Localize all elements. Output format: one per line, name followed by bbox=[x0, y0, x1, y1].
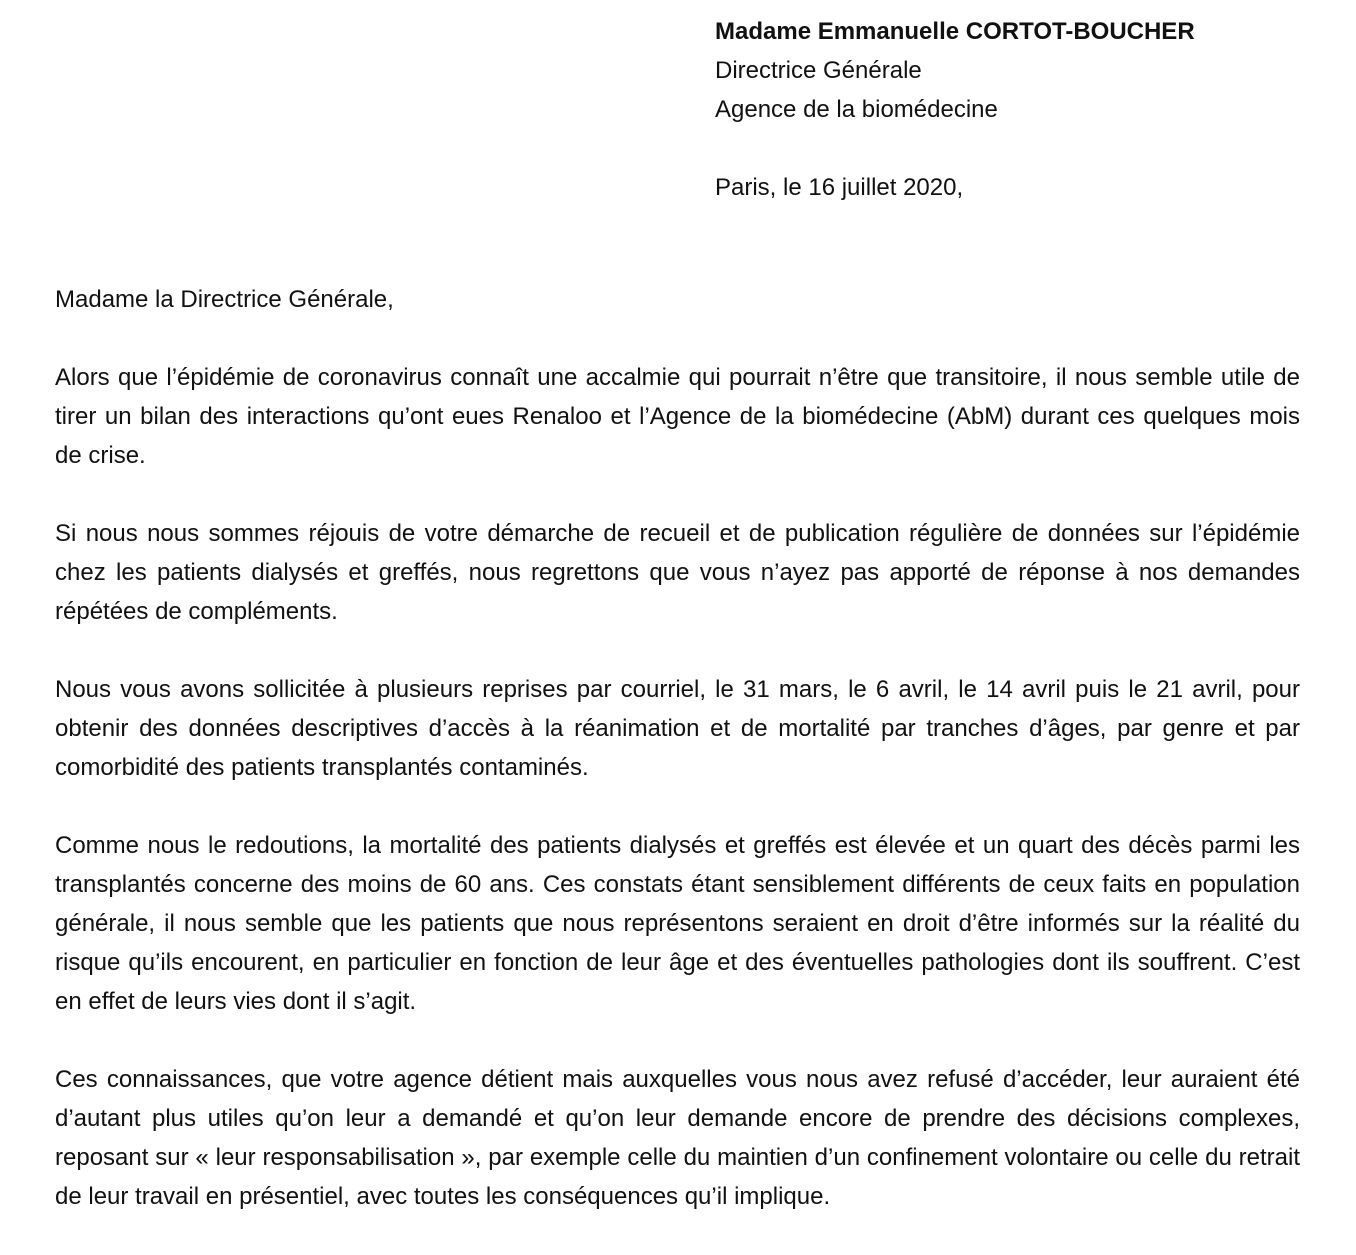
paragraph-2: Si nous nous sommes réjouis de votre démarche de recueil et de publication régulière de données sur l’épidémie chez les patients dialysés et greffés, nous regrettons que vous n’ayez pas apporté de réponse à nos demandes répétées de compléments. bbox=[55, 520, 1300, 625]
paragraph-3: Nous vous avons sollicitée à plusieurs reprises par courriel, le 31 mars, le 6 avril, le 14 avril puis le 21 avril, pour obtenir des données descriptives d’accès à la réanimation et de mortalité par tranches d’âges, par genre et par comorbidité des patients transplantés contaminés. bbox=[55, 676, 1300, 781]
letter-body bbox=[55, 280, 1300, 1255]
recipient-organization: Agence de la biomédecine bbox=[715, 96, 998, 123]
salutation: Madame la Directrice Générale, bbox=[55, 286, 394, 313]
paragraph-1: Alors que l’épidémie de coronavirus connaît une accalmie qui pourrait n’être que transitoire, il nous semble utile de tirer un bilan des interactions qu’ont eues Renaloo et l’Agence de la biomédecine (AbM) durant ces quelques mois de crise. bbox=[55, 364, 1300, 469]
recipient-title: Directrice Générale bbox=[715, 57, 922, 84]
recipient-name: Madame Emmanuelle CORTOT-BOUCHER bbox=[715, 18, 1195, 45]
recipient-block bbox=[715, 12, 1335, 129]
date-line: Paris, le 16 juillet 2020, bbox=[715, 174, 964, 201]
paragraph-5: Ces connaissances, que votre agence détient mais auxquelles vous nous avez refusé d’accéder, leur auraient été d’autant plus utiles qu’on leur a demandé et qu’on leur demande encore de prendre des décisions complexes, reposant sur « leur responsabilisation », par exemple celle du maintien d’un confinement volontaire ou celle du retrait de leur travail en présentiel, avec toutes les conséquences qu’il implique. bbox=[55, 1066, 1300, 1210]
paragraph-4: Comme nous le redoutions, la mortalité des patients dialysés et greffés est élevée et un quart des décès parmi les transplantés concerne des moins de 60 ans. Ces constats étant sensiblement différents de ceux faits en population générale, il nous semble que les patients que nous représentons seraient en droit d’être informés sur la réalité du risque qu’ils encourent, en particulier en fonction de leur âge et des éventuelles pathologies dont ils souffrent. C’est en effet de leurs vies dont il s’agit. bbox=[55, 832, 1300, 1015]
